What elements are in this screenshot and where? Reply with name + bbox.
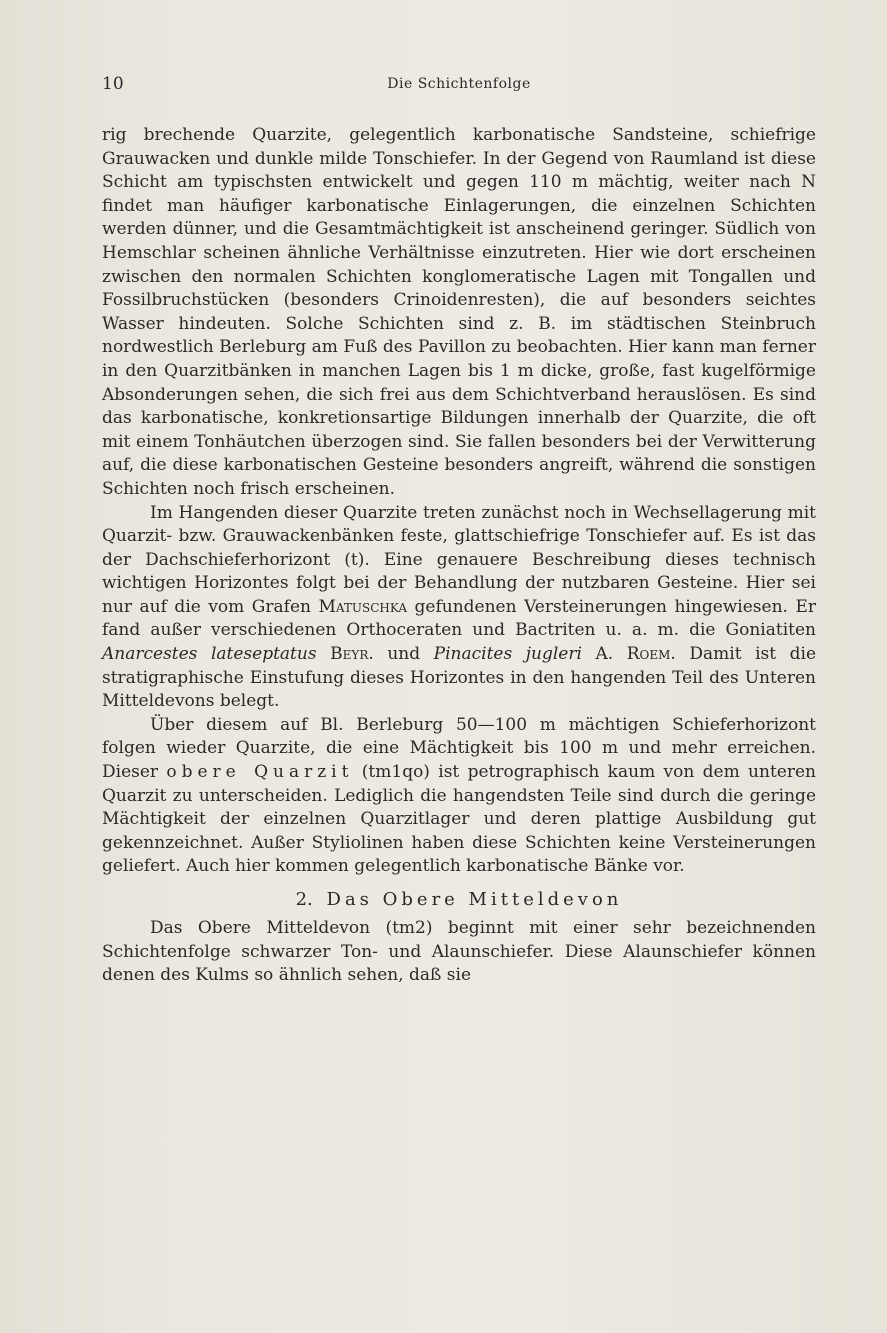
section-title: Das Obere Mitteldevon: [326, 889, 623, 910]
paragraph-4: Das Obere Mitteldevon (tm2) beginnt mit einer sehr bezeichnenden Schichtenfolge schwarzer Ton- und Alaunschiefer. Diese Alaunschiefer können denen des Kulms so ähnlich sehen, daß sie: [102, 918, 816, 986]
text-segment-smallcaps: Matuschka: [318, 596, 408, 617]
text-segment-normal: (tm1qo) ist petrographisch kaum von dem unteren Quarzit zu unterscheiden. Lediglich die hangendsten Teile sind durch die geringe Mächtigkeit der einzelnen Quarzitlager und deren plattige Ausbildung gut gekennzeichnet. Außer Styliolinen haben diese Schichten keine Versteinerungen geliefert. Auch hier kommen gelegentlich karbonatische Bänke vor.: [102, 762, 816, 877]
text-segment-normal: und: [373, 644, 434, 665]
body-text: [102, 124, 816, 988]
section-number: 2.: [295, 889, 313, 910]
text-segment-smallcaps: Roem.: [626, 644, 676, 665]
text-segment-normal: rig brechende Quarzite, gelegentlich karbonatische Sandsteine, schiefrige Grauwacken und dunkle milde Tonschiefer. In der Gegend von Raumland ist diese Schicht am typischsten entwickelt und gegen 110 m mächtig, weiter nach N findet man häufiger karbonatische Einlagerungen, die einzelnen Schichten werden dünner, und die Gesamtmächtigkeit ist anscheinend geringer. Südlich von Hemschlar scheinen ähnliche Verhältnisse einzutreten. Hier wie dort erscheinen zwischen den normalen Schichten konglomeratische Lagen mit Tongallen und Fossilbruchstücken (besonders Crinoidenresten), die auf besonders seichtes Wasser hindeuten. Solche Schichten sind z. B. im städtischen Steinbruch nordwestlich Berleburg am Fuß des Pavillon zu beobachten. Hier kann man ferner in den Quarzitbänken in manchen Lagen bis 1 m dicke, große, fast kugelförmige Absonderungen sehen, die sich frei aus dem Schichtverband herauslösen. Es sind das karbonatische, konkretionsartige Bildungen innerhalb der Quarzite, die oft mit einem Tonhäutchen überzogen sind. Sie fallen besonders bei der Verwitterung auf, die diese karbonatischen Gesteine besonders angreift, während die sonstigen Schichten noch frisch erscheinen.: [102, 125, 816, 499]
paragraph-2: [102, 502, 816, 714]
running-head: Die Schichtenfolge: [387, 76, 531, 92]
text-segment-smallcaps: Beyr.: [330, 644, 374, 665]
text-segment-italic: Pinacites jugleri: [433, 644, 582, 665]
text-segment-normal: Über diesem auf Bl. Berleburg 50—100 m mächtigen Schieferhorizont folgen wieder Quarzite, die eine Mächtigkeit bis 100 m und mehr erreichen. Dieser: [102, 714, 816, 783]
text-segment-spaced: obere Quarzit: [166, 762, 354, 783]
text-segment-normal: gefundenen Versteinerungen hingewiesen. Er fand außer verschiedenen Orthoceraten und Bactriten u. a. m. die Goniatiten: [102, 596, 816, 641]
paragraph-3: [102, 714, 816, 879]
text-segment-normal: Damit ist die stratigraphische Einstufung dieses Horizontes in den hangenden Teil des Unteren Mitteldevons belegt.: [102, 644, 817, 712]
paragraph-1: [102, 124, 816, 502]
section-heading: [102, 885, 816, 915]
text-segment-normal: A.: [581, 644, 627, 665]
page-header: [102, 74, 816, 104]
text-segment-normal: Im Hangenden dieser Quarzite treten zunächst noch in Wechsellagerung mit Quarzit- bzw. Grauwackenbänken feste, glattschiefrige Tonschiefer auf. Es ist das der Dachschieferhorizont (t). Eine genauere Beschreibung dieses technisch wichtigen Horizontes folgt bei der Behandlung der nutzbaren Gesteine. Hier sei nur auf die vom Grafen: [102, 502, 816, 617]
page-number: 10: [102, 74, 124, 94]
text-segment-italic: Anarcestes lateseptatus: [102, 644, 317, 665]
text-segment-normal: [317, 644, 331, 664]
